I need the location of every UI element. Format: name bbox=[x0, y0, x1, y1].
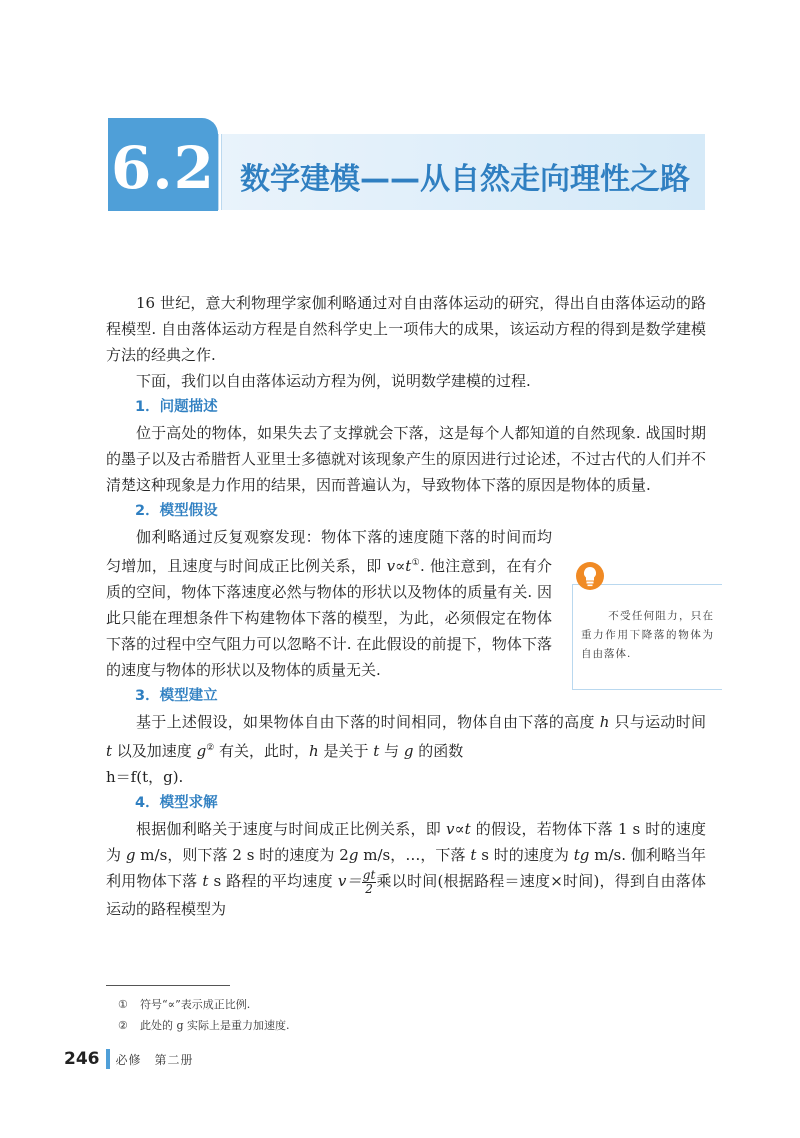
page-footer bbox=[64, 1048, 194, 1070]
intro-paragraph-2: 下面，我们以自由落体运动方程为例，说明数学建模的过程. bbox=[136, 372, 531, 390]
heading-model-solving: 4．模型求解 bbox=[135, 795, 218, 811]
function-formula: h＝f(t，g). bbox=[106, 768, 184, 786]
fraction-gt-over-2: $\frac{gt}{2}$ bbox=[362, 867, 376, 896]
sidebar-note bbox=[572, 584, 722, 690]
book-name: 必修 第二册 bbox=[115, 1052, 194, 1067]
footnote-1: ① 符号“∝”表示成正比例. bbox=[118, 998, 251, 1011]
chapter-number-box bbox=[108, 118, 218, 211]
lightbulb-icon bbox=[574, 560, 606, 592]
heading-problem-description: 1．问题描述 bbox=[135, 399, 218, 415]
heading-model-building: 3．模型建立 bbox=[135, 688, 218, 704]
footer-accent-bar bbox=[106, 1049, 110, 1069]
section-title: 数学建模——从自然走向理性之路 bbox=[240, 162, 690, 197]
footnote-divider bbox=[106, 985, 230, 986]
page-number: 246 bbox=[64, 1049, 100, 1069]
heading-model-assumption: 2．模型假设 bbox=[135, 503, 218, 519]
model-building-paragraph: 基于上述假设，如果物体自由下落的时间相同，物体自由下落的高度 h 只与运动时间 t 以及加速度 g② 有关，此时，h 是关于 t 与 g 的函数 bbox=[106, 713, 706, 760]
model-solving-paragraph: 根据伽利略关于速度与时间成正比例关系，即 v∝t 的假设，若物体下落 1 s 时的速度为 g m/s，则下落 2 s 时的速度为 2g m/s，…，下落 t s 时的速度为 tg m/s. 伽利略当年利用物体下落 t s 路程的平均速度 v＝ $\frac{gt}{2}$ 乘以时间(根据路程＝速度×时间)，得到自由落体运动的路程模型为 bbox=[106, 820, 706, 918]
footnote-ref-1[interactable]: ① bbox=[411, 558, 420, 568]
model-assumption-paragraph: 伽利略通过反复观察发现：物体下落的速度随下落的时间而均匀增加，且速度与时间成正比例关系，即 v∝t①. 他注意到，在有介质的空间，物体下落速度必然与物体的形状以及物体的质量有关. 因此只能在理想条件下构建物体下落的模型，为此，必须假定在物体下落的过程中空气阻力可以忽略不计. 在此假设的前提下，物体下落的速度与物体的形状以及物体的质量无关. bbox=[106, 528, 552, 679]
chapter-number: 6.2 bbox=[111, 134, 215, 202]
problem-description-paragraph: 位于高处的物体，如果失去了支撑就会下落，这是每个人都知道的自然现象. 战国时期的墨子以及古希腊哲人亚里士多德就对该现象产生的原因进行过论述，不过古代的人们并不清楚这种现象是力作用的结果，因而普遍认为，导致物体下落的原因是物体的质量. bbox=[106, 424, 707, 494]
footnote-2: ② 此处的 g 实际上是重力加速度. bbox=[118, 1019, 290, 1032]
formula-v-prop-t: v∝t bbox=[386, 557, 412, 575]
footnote-ref-2[interactable]: ② bbox=[206, 743, 215, 753]
intro-paragraph-1: 16 世纪，意大利物理学家伽利略通过对自由落体运动的研究，得出自由落体运动的路程模型. 自由落体运动方程是自然科学史上一项伟大的成果，该运动方程的得到是数学建模方法的经典之作. bbox=[106, 294, 706, 364]
sidebar-note-text: 不受任何阻力，只在重力作用下降落的物体为自由落体. bbox=[581, 610, 714, 660]
footnotes bbox=[118, 994, 290, 1036]
